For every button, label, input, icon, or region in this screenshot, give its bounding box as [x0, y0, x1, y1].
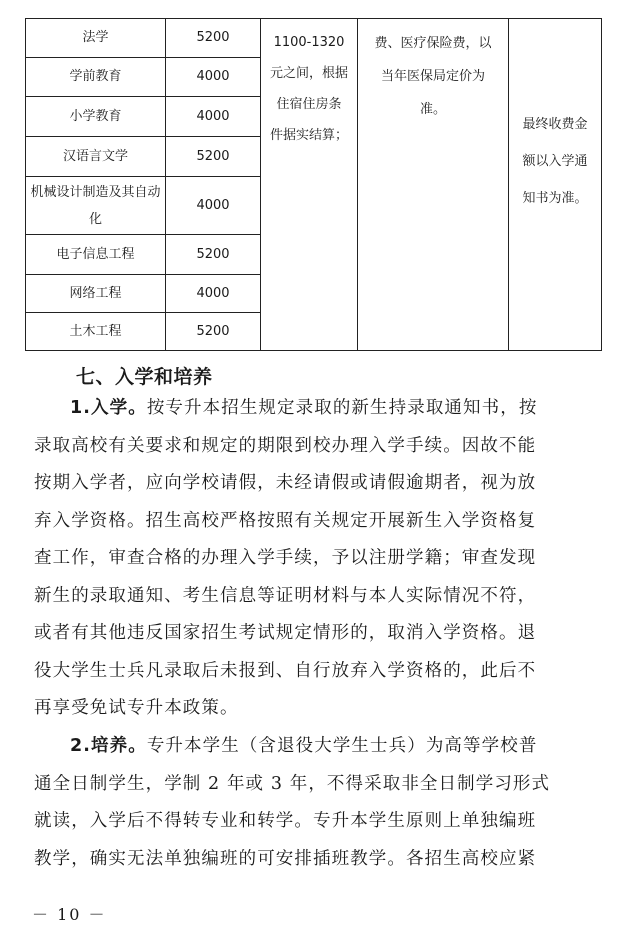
- tuition-cell: 5200: [166, 19, 261, 58]
- paragraph-line: 查工作，审查合格的办理入学手续，予以注册学籍；审查发现: [34, 548, 537, 568]
- major-cell: 小学教育: [26, 97, 166, 137]
- tuition-cell: 5200: [166, 137, 261, 177]
- insurance-line: 准。: [419, 102, 446, 117]
- insurance-line: 费、医疗保险费，以: [374, 36, 492, 51]
- major-cell: 汉语言文学: [26, 137, 166, 177]
- insurance-fee-cell: [358, 19, 509, 351]
- lodging-fee-cell: [261, 19, 358, 351]
- paragraph-line: 录取高校有关要求和规定的期限到校办理入学手续。因故不能: [34, 435, 537, 456]
- paragraph-line: [34, 390, 594, 428]
- major-cell: 法学: [26, 19, 166, 58]
- remark-cell: [509, 19, 602, 351]
- major-cell: 网络工程: [26, 275, 166, 313]
- tuition-cell: 4000: [166, 275, 261, 313]
- lodging-line: 件据实结算；: [269, 128, 348, 143]
- paragraph-training: [34, 728, 594, 878]
- tuition-cell: 4000: [166, 177, 261, 235]
- lodging-line: 元之间，根据: [269, 66, 348, 81]
- paragraph-lead: 2.培养。: [70, 736, 147, 756]
- insurance-line: 当年医保局定价为: [380, 69, 485, 84]
- major-cell: 学前教育: [26, 58, 166, 97]
- paragraph-enrollment: [34, 390, 594, 728]
- paragraph-text: 专升本学生（含退役大学生士兵）为高等学校普: [146, 736, 538, 756]
- major-cell: 土木工程: [26, 313, 166, 351]
- paragraph-line: 再享受免试专升本政策。: [34, 698, 239, 718]
- tuition-cell: 5200: [166, 313, 261, 351]
- paragraph-line: 或者有其他违反国家招生考试规定情形的，取消入学资格。退: [34, 623, 537, 643]
- paragraph-lead: 1.入学。: [70, 398, 147, 418]
- tuition-cell: 4000: [166, 97, 261, 137]
- paragraph-line: 教学，确实无法单独编班的可安排插班教学。各招生高校应紧: [34, 848, 537, 869]
- paragraph-line: 役大学生士兵凡录取后未报到、自行放弃入学资格的，此后不: [34, 660, 537, 681]
- tuition-cell: 4000: [166, 58, 261, 97]
- paragraph-line: 弃入学资格。招生高校严格按照有关规定开展新生入学资格复: [34, 510, 537, 531]
- remark-line: 知书为准。: [522, 191, 588, 206]
- section-heading: 七、入学和培养: [76, 366, 213, 388]
- paragraph-text: 按专升本招生规定录取的新生持录取通知书，按: [146, 398, 538, 418]
- major-cell: 电子信息工程: [26, 235, 166, 275]
- remark-line: 最终收费金: [522, 117, 588, 132]
- page-number: － 10 －: [32, 905, 107, 924]
- tuition-cell: 5200: [166, 235, 261, 275]
- paragraph-line: 通全日制学生，学制 2 年或 3 年，不得采取非全日制学习形式: [34, 773, 551, 794]
- paragraph-line: 就读，入学后不得转专业和转学。专升本学生原则上单独编班: [34, 811, 537, 831]
- remark-line: 额以入学通: [522, 154, 588, 169]
- fee-table: [25, 18, 602, 351]
- paragraph-line: 新生的录取通知、考生信息等证明材料与本人实际情况不符，: [34, 585, 537, 606]
- major-cell: 机械设计制造及其自动化: [26, 177, 166, 235]
- paragraph-line: [34, 728, 594, 766]
- lodging-line: 住宿住房条: [276, 97, 342, 112]
- paragraph-line: 按期入学者，应向学校请假，未经请假或请假逾期者，视为放: [34, 473, 537, 493]
- lodging-line: 1100-1320: [273, 35, 345, 50]
